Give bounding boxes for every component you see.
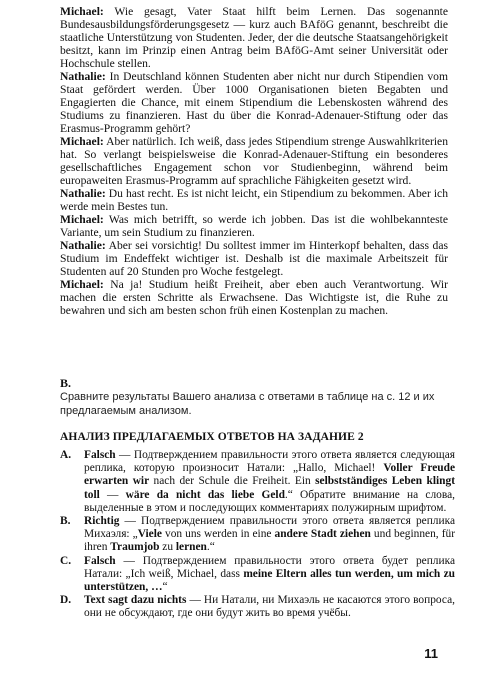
analysis-section bbox=[60, 430, 455, 621]
highlighted-phrase: Falsch bbox=[84, 449, 116, 461]
highlighted-phrase: Traumjob bbox=[110, 541, 160, 554]
highlighted-phrase: Falsch bbox=[84, 554, 116, 567]
turn-text: Was mich betrifft, so werde ich jobben. Das ist die wohlbekannteste Variante, um sein Studium zu finanzieren. bbox=[60, 213, 448, 239]
turn-text: Du hast recht. Es ist nicht leicht, ein Stipendium zu bekommen. Aber ich werde mein Bestes tun. bbox=[60, 187, 448, 213]
analysis-items bbox=[60, 449, 455, 621]
dialogue-section bbox=[60, 5, 448, 317]
speaker-name: Michael: bbox=[60, 135, 104, 148]
analysis-title: АНАЛИЗ ПРЕДЛАГАЕМЫХ ОТВЕТОВ НА ЗАДАНИЕ 2 bbox=[60, 431, 364, 443]
highlighted-phrase: lernen bbox=[175, 541, 207, 554]
item-letter: B. bbox=[60, 515, 71, 528]
item-letter: C. bbox=[60, 554, 72, 567]
item-text: “ bbox=[162, 581, 168, 594]
dialogue-turn bbox=[60, 187, 448, 213]
section-b-instruction: Сравните результаты Вашего анализа с ответами в таблице на с. 12 и их предлагаемым анализом. bbox=[60, 391, 435, 417]
item-text: — Подтверждением правильности этого ответа является реплика Михаэля: „ bbox=[84, 515, 455, 541]
turn-text: Aber sei vorsichtig! Du solltest immer im Hinterkopf behalten, dass das Studium im Endeffekt wichtiger ist. Deshalb ist die maximale Arbeitszeit für Studenten auf 20 Stunden pro Woche festgelegt. bbox=[60, 239, 448, 278]
highlighted-phrase: selbstständiges Leben klingt toll bbox=[84, 475, 455, 501]
item-letter: D. bbox=[60, 594, 72, 607]
highlighted-phrase: wäre da nicht das liebe Geld bbox=[125, 488, 285, 501]
dialogue-turn bbox=[60, 5, 448, 70]
section-b bbox=[60, 376, 455, 418]
speaker-name: Nathalie: bbox=[60, 70, 106, 83]
speaker-name: Nathalie: bbox=[60, 239, 106, 252]
highlighted-phrase: andere Stadt ziehen bbox=[274, 528, 371, 541]
item-text: von uns werden in eine bbox=[161, 528, 275, 541]
item-text: — Подтверждением правильности этого ответа является следующая реплика, которую произносит Натали: „Hallo, Michael! bbox=[84, 449, 455, 475]
item-text: .“ Обратите внимание на слова, выделенные в этом и последующих комментариях полужирным шрифтом. bbox=[84, 488, 455, 514]
analysis-item bbox=[60, 594, 455, 620]
highlighted-phrase: Voller Freude erwarten wir bbox=[84, 462, 455, 488]
item-text: — Ни Натали, ни Михаэль не касаются этого вопроса, они не обсуждают, где они будут жить во время учёбы. bbox=[84, 594, 455, 620]
dialogue-turn bbox=[60, 135, 448, 187]
dialogue-turn bbox=[60, 70, 448, 135]
analysis-item bbox=[60, 555, 455, 595]
item-text: nach der Schule die Freiheit. Ein bbox=[149, 475, 316, 488]
analysis-item bbox=[60, 449, 455, 515]
analysis-item bbox=[60, 515, 455, 555]
item-letter: A. bbox=[60, 449, 72, 461]
turn-text: Aber natürlich. Ich weiß, dass jedes Stipendium strenge Auswahlkriterien hat. So verlangt beispielsweise die Konrad-Adenauer-Stiftung ein besonderes gesellschaftliches Engagement schon vor Studienbeginn, während beim europaweiten Erasmus-Programm auf sprachliche Fähigkeiten gesetzt wird. bbox=[60, 135, 448, 187]
dialogue-turn bbox=[60, 278, 448, 317]
item-text: .“ bbox=[206, 541, 215, 554]
highlighted-phrase: meine Eltern alles tun werden, um mich zu unterstützen, … bbox=[84, 567, 455, 594]
speaker-name: Michael: bbox=[60, 278, 104, 291]
turn-text: Na ja! Studium heißt Freiheit, aber eben auch Verantwortung. Wir machen die ersten Schritte als Erwachsene. Das Wichtigste ist, die Ruhe zu bewahren und sich am besten schon früh einen Kostenplan zu machen. bbox=[60, 278, 448, 317]
item-text: zu bbox=[159, 541, 176, 554]
dialogue-turn bbox=[60, 239, 448, 278]
highlighted-phrase: Richtig bbox=[84, 515, 120, 528]
item-text: — Подтверждением правильности этого ответа будет реплика Натали: „Ich weiß, Michael, dass bbox=[84, 554, 455, 580]
dialogue-turn bbox=[60, 213, 448, 239]
speaker-name: Nathalie: bbox=[60, 187, 106, 200]
speaker-name: Michael: bbox=[60, 213, 104, 226]
highlighted-phrase: Text sagt dazu nichts bbox=[84, 594, 187, 607]
highlighted-phrase: Viele bbox=[137, 528, 162, 541]
item-text: und beginnen, für ihren bbox=[84, 528, 455, 554]
speaker-name: Michael: bbox=[60, 5, 104, 18]
item-text: — bbox=[99, 488, 126, 501]
turn-text: In Deutschland können Studenten aber nicht nur durch Stipendien vom Staat gefördert werden. Über 1000 Organisationen bieten Begabten und Engagierten die Chance, mit einem Stipendium die Lebenskosten während des Studiums zu finanzieren. Hast du über die Konrad-Adenauer-Stiftung oder das Erasmus-Programm gehört? bbox=[60, 70, 448, 135]
section-b-label: B. bbox=[60, 376, 72, 390]
page-number: 11 bbox=[424, 646, 438, 661]
turn-text: Wie gesagt, Vater Staat hilft beim Lernen. Das sogenannte Bundesausbildungsförderungsgesetz — kurz auch BAföG genannt, beschreibt die staatliche Unterstützung von Studenten. Jeder, der die deutsche Staatsangehörigkeit besitzt, kann im Prinzip einen Antrag beim BAföG-Amt seiner Universität oder Hochschule stellen. bbox=[60, 5, 448, 70]
